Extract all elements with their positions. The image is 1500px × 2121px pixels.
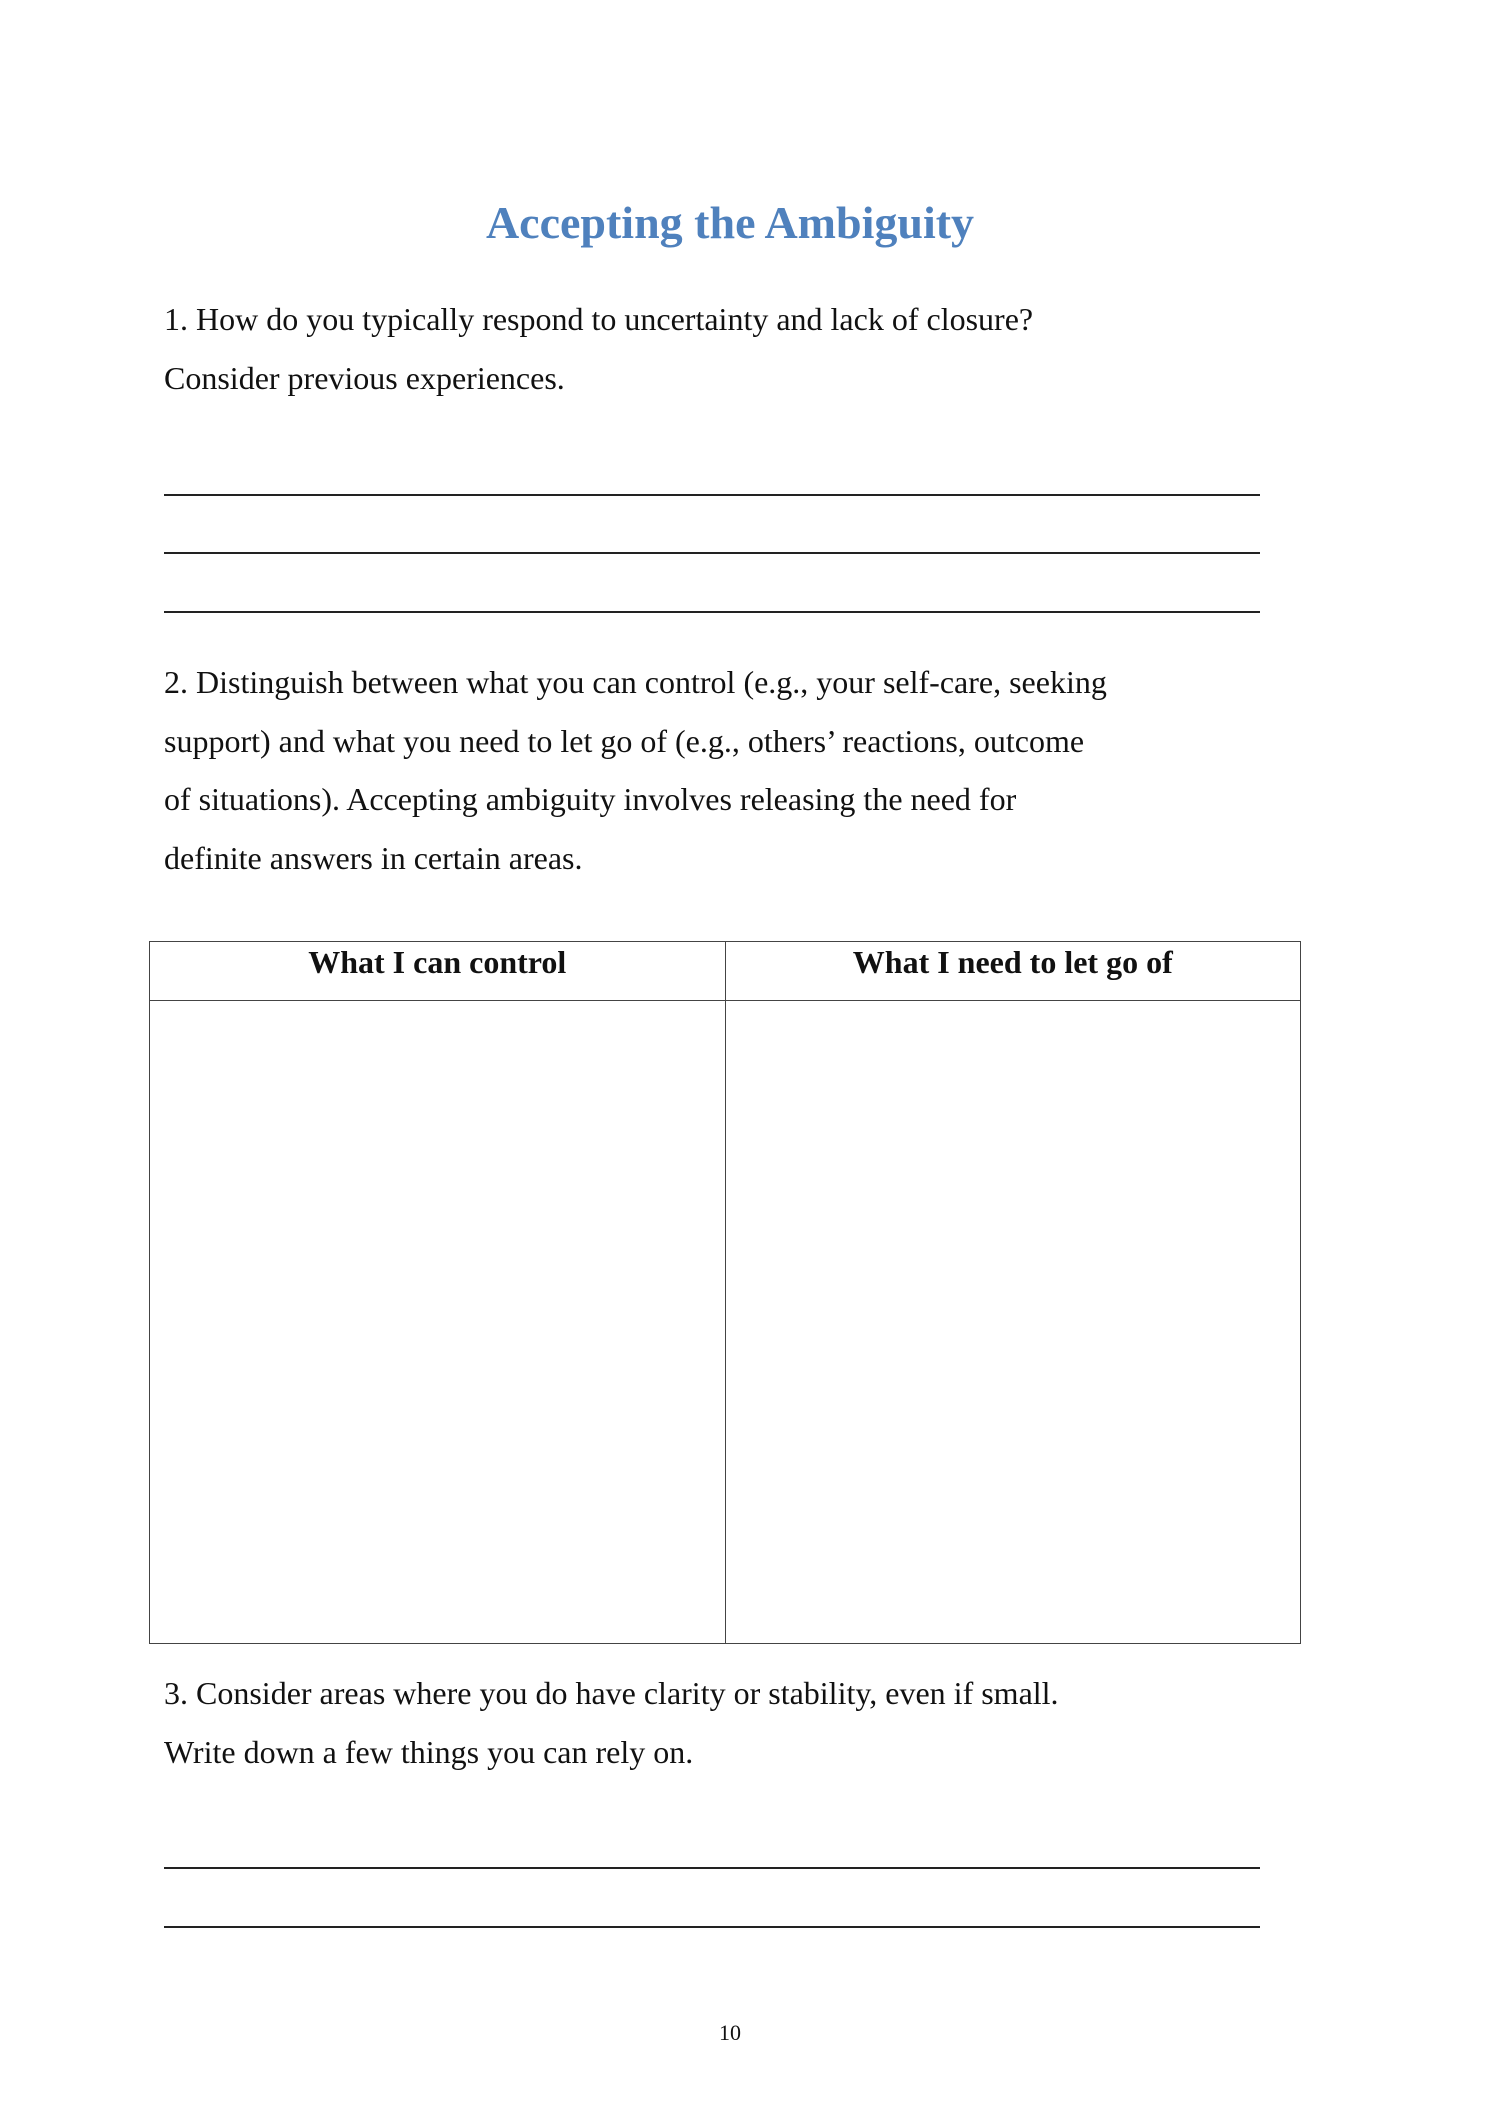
question-2-line-1: 2. Distinguish between what you can control (e.g., your self-care, seeking bbox=[164, 664, 1107, 700]
question-2-line-4: definite answers in certain areas. bbox=[164, 840, 583, 876]
question-2-line-2: support) and what you need to let go of (e.g., others’ reactions, outcome bbox=[164, 723, 1085, 759]
header-let-go: What I need to let go of bbox=[725, 942, 1301, 1001]
question-3-line-2: Write down a few things you can rely on. bbox=[164, 1734, 694, 1770]
cell-can-control[interactable] bbox=[150, 1001, 726, 1644]
page-number: 10 bbox=[719, 2020, 741, 2045]
answer-line-3-2[interactable] bbox=[164, 1926, 1260, 1928]
question-1-line-1: 1. How do you typically respond to uncertainty and lack of closure? bbox=[164, 301, 1034, 337]
answer-line-1-1[interactable] bbox=[164, 494, 1260, 496]
answer-line-1-3[interactable] bbox=[164, 611, 1260, 613]
question-3-line-1: 3. Consider areas where you do have clarity or stability, even if small. bbox=[164, 1675, 1059, 1711]
answer-line-1-2[interactable] bbox=[164, 552, 1260, 554]
cell-let-go[interactable] bbox=[725, 1001, 1301, 1644]
header-can-control: What I can control bbox=[150, 942, 726, 1001]
question-1-line-2: Consider previous experiences. bbox=[164, 360, 565, 396]
answer-line-3-1[interactable] bbox=[164, 1867, 1260, 1869]
question-2-line-3: of situations). Accepting ambiguity involves releasing the need for bbox=[164, 781, 1017, 817]
control-table bbox=[149, 941, 1301, 1644]
page-title: Accepting the Ambiguity bbox=[485, 197, 975, 248]
